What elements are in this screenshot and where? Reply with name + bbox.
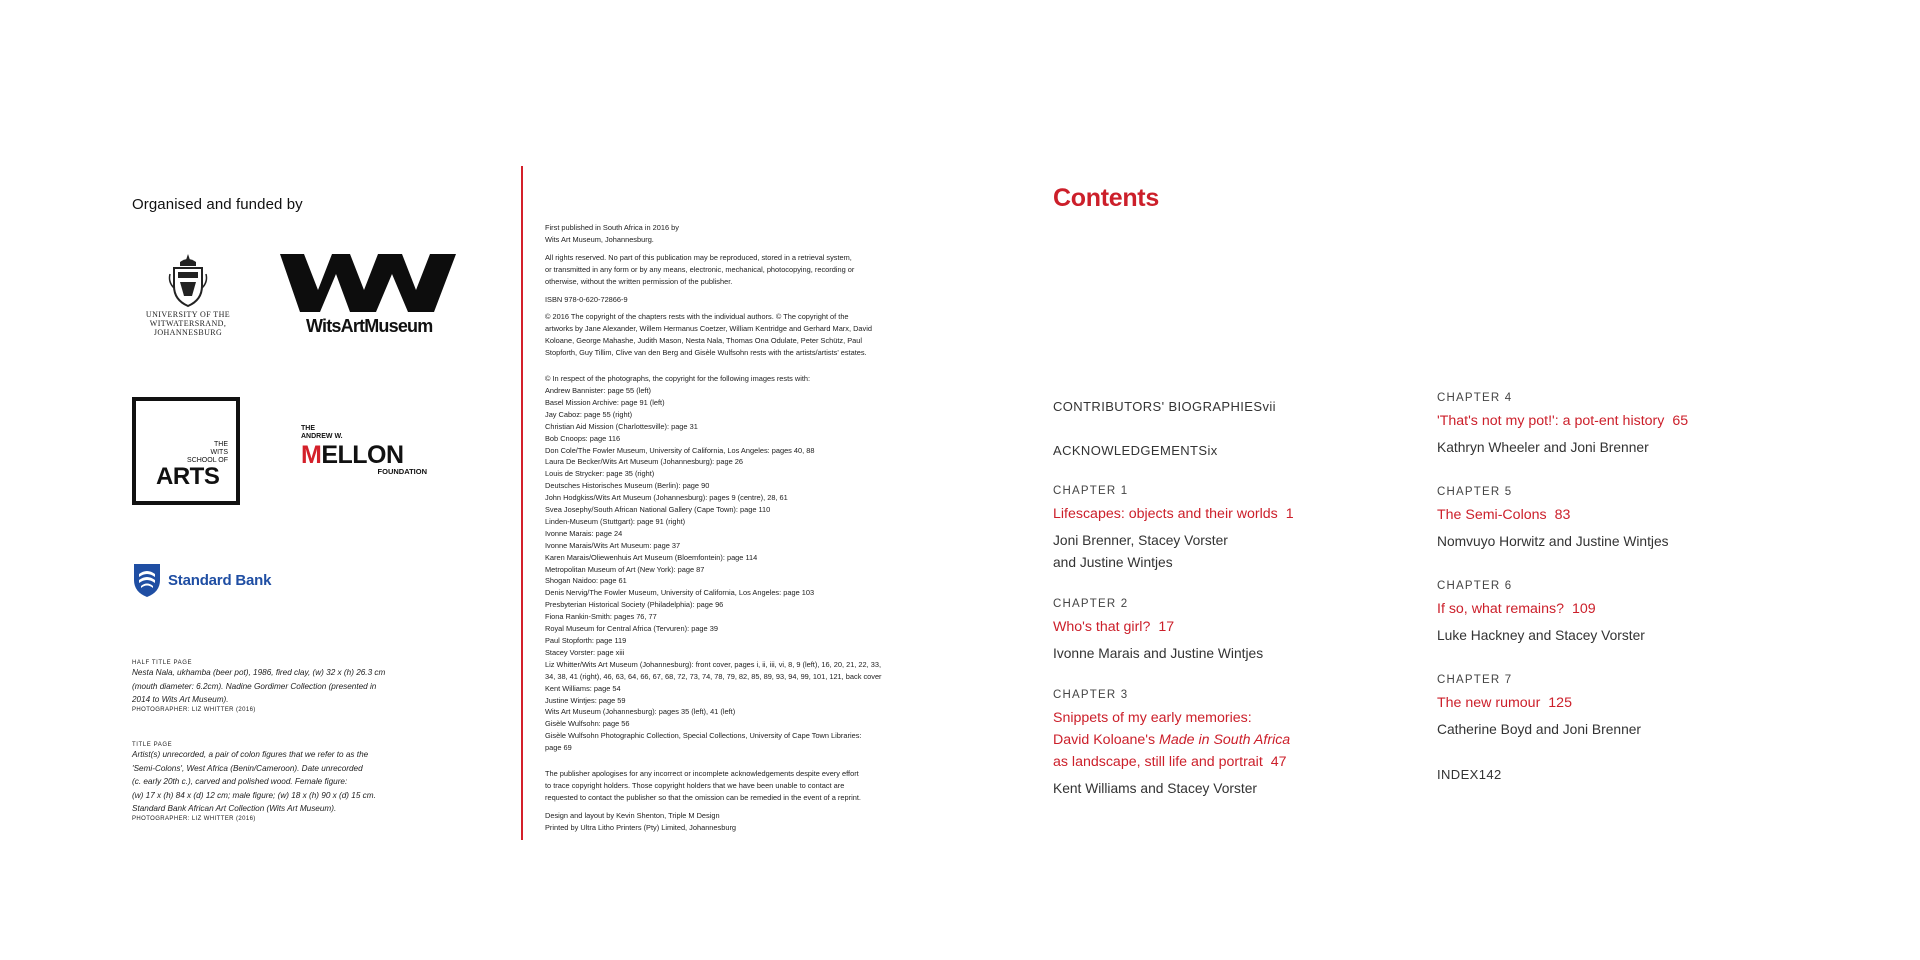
list-item: Denis Nervig/The Fowler Museum, University of California, Los Angeles: page 103 xyxy=(545,588,815,598)
list-item: Liz Whitter/Wits Art Museum (Johannesburg): front cover, pages i, ii, iii, vi, 8, 9 (left), 16, 20, 21, 22, 33, 34, 38, 41 (right), 46, 63, 64, 66, 67, 68, 72, 73, 74, 78, 79, 82, 85, 89, 93, 94, 99, 101, 121, back cover xyxy=(545,659,882,681)
chapter-title-line2-pre: David Koloane's xyxy=(1053,732,1160,748)
chapter-title xyxy=(1053,707,1383,773)
list-item: Shogan Naidoo: page 61 xyxy=(545,576,627,586)
chapter-label: CHAPTER 1 xyxy=(1053,485,1129,497)
standard-bank-shield-icon xyxy=(132,562,162,598)
arts-logo-big-text: ARTS xyxy=(156,463,220,490)
imprint-copyright: © 2016 The copyright of the chapters rests with the individual authors. © The copyright of the artworks by Jane Alexander, Willem Hermanus Coetzer, William Kentridge and Gerhard Marx, David Koloane, George Mahashe, Judith Mason, Nesta Nala, Thomas Ona Odulate, Peter Schütz, Paul Stopforth, Guy Tillim, Clive van den Berg and Gisèle Wulfsohn rests with the artists/artists' estates. xyxy=(545,312,872,358)
mellon-name-m: M xyxy=(301,441,322,469)
list-item: Stacey Vorster: page xiii xyxy=(545,647,625,657)
list-item: Andrew Bannister: page 55 (left) xyxy=(545,385,651,395)
list-item: Karen Marais/Oliewenhuis Art Museum (Bloemfontein): page 114 xyxy=(545,552,758,562)
chapter-title-text: The Semi-Colons xyxy=(1437,507,1547,523)
list-item: Don Cole/The Fowler Museum, University of California, Los Angeles: pages 40, 88 xyxy=(545,445,815,455)
toc-contributors-label: CONTRIBUTORS' BIOGRAPHIES xyxy=(1053,399,1263,414)
title-page-caption xyxy=(132,742,392,822)
wam-logo-text: WitsArtMuseum xyxy=(306,316,433,336)
chapter-title-line2-italic: Made in South Africa xyxy=(1159,732,1291,748)
imprint-isbn: ISBN 978-0-620-72866-9 xyxy=(545,294,628,304)
list-item: Justine Wintjes: page 59 xyxy=(545,695,626,705)
chapter-title-text: Lifescapes: objects and their worlds xyxy=(1053,506,1278,522)
wits-crest-text: UNIVERSITY OF THE WITWATERSRAND, JOHANNESBURG xyxy=(145,310,231,337)
chapter-authors: Kathryn Wheeler and Joni Brenner xyxy=(1437,440,1649,455)
chapter-title-text: If so, what remains? xyxy=(1437,601,1564,617)
title-page-label: TITLE PAGE xyxy=(132,742,173,748)
chapter-label: CHAPTER 3 xyxy=(1053,689,1129,701)
list-item: Paul Stopforth: page 119 xyxy=(545,636,627,645)
organised-label: Organised and funded by xyxy=(132,196,303,213)
list-item: Svea Josephy/South African National Gallery (Cape Town): page 110 xyxy=(545,505,771,515)
chapter-title-line1: Snippets of my early memories: xyxy=(1053,710,1252,726)
wits-crest-icon xyxy=(166,252,210,310)
list-item: Kent Williams: page 54 xyxy=(545,683,621,693)
list-item: Wits Art Museum (Johannesburg): pages 35 (left), 41 (left) xyxy=(545,707,736,717)
imprint-published: First published in South Africa in 2016 by Wits Art Museum, Johannesburg. xyxy=(545,223,679,244)
half-title-photographer: PHOTOGRAPHER: LIZ WHITTER (2016) xyxy=(132,706,256,713)
list-item: Metropolitan Museum of Art (New York): page 87 xyxy=(545,564,705,574)
toc-chapter-3[interactable] xyxy=(1053,689,1383,800)
chapter-title xyxy=(1437,410,1767,432)
chapter-label: CHAPTER 2 xyxy=(1053,598,1129,610)
wam-mark-icon xyxy=(280,250,456,316)
chapter-label: CHAPTER 4 xyxy=(1437,392,1513,404)
toc-chapter-4[interactable] xyxy=(1437,392,1767,459)
toc-acknowledgements[interactable] xyxy=(1053,442,1383,460)
chapter-title-text: Who's that girl? xyxy=(1053,619,1151,635)
list-item: Fiona Rankin-Smith: pages 76, 77 xyxy=(545,612,657,622)
toc-acknowledgements-label: ACKNOWLEDGEMENTS xyxy=(1053,443,1208,458)
chapter-title xyxy=(1437,598,1767,620)
list-item: John Hodgkiss/Wits Art Museum (Johannesburg): pages 9 (centre), 28, 61 xyxy=(545,493,788,503)
list-item: Jay Caboz: page 55 (right) xyxy=(545,409,633,419)
mellon-foundation-logo xyxy=(301,425,441,485)
imprint-block xyxy=(545,222,885,840)
chapter-title xyxy=(1437,504,1767,526)
list-item: Royal Museum for Central Africa (Tervuren): page 39 xyxy=(545,624,718,634)
photo-credits-list xyxy=(545,385,885,754)
chapter-authors: Kent Williams and Stacey Vorster xyxy=(1053,781,1257,796)
mellon-pre-text: THE ANDREW W. xyxy=(301,425,343,440)
list-item: Bob Cnoops: page 116 xyxy=(545,433,621,443)
toc-index[interactable] xyxy=(1437,766,1767,784)
imprint-rights: All rights reserved. No part of this publication may be reproduced, stored in a retrieval system, or transmitted in any form or by any means, electronic, mechanical, photocopying, recording or otherwise, without the written permission of the publisher. xyxy=(545,252,855,286)
half-title-text: Nesta Nala, ukhamba (beer pot), 1986, fired clay, (w) 32 x (h) 26.3 cm (mouth diameter: 6.2cm). Nadine Gordimer Collection (presented in 2014 to Wits Art Museum). xyxy=(132,668,386,704)
list-item: Basel Mission Archive: page 91 (left) xyxy=(545,397,665,407)
red-divider-line xyxy=(521,166,523,840)
contents-title: Contents xyxy=(1053,184,1159,212)
half-title-label: HALF TITLE PAGE xyxy=(132,660,193,666)
chapter-title-line3: as landscape, still life and portrait xyxy=(1053,754,1263,770)
chapter-title-text: 'That's not my pot!': a pot-ent history xyxy=(1437,413,1665,429)
chapter-page: 83 xyxy=(1554,507,1571,523)
chapter-title xyxy=(1053,616,1383,638)
chapter-page: 1 xyxy=(1285,506,1294,522)
mellon-post-text: FOUNDATION xyxy=(377,467,427,476)
chapter-label: CHAPTER 6 xyxy=(1437,580,1513,592)
list-item: Linden-Museum (Stuttgart): page 91 (right) xyxy=(545,516,686,526)
toc-contributors-page: vii xyxy=(1262,399,1276,414)
chapter-title xyxy=(1053,503,1383,525)
list-item: Gisèle Wulfsohn Photographic Collection, Special Collections, University of Cape Town Libraries: page 69 xyxy=(545,731,862,753)
toc-chapter-1[interactable] xyxy=(1053,485,1383,574)
chapter-page: 109 xyxy=(1571,601,1596,617)
toc-chapter-6[interactable] xyxy=(1437,580,1767,647)
standard-bank-name: Standard Bank xyxy=(168,571,272,589)
title-page-photographer: PHOTOGRAPHER: LIZ WHITTER (2016) xyxy=(132,815,256,822)
toc-contributors[interactable] xyxy=(1053,398,1383,416)
wits-university-logo xyxy=(140,252,236,342)
wits-art-museum-logo xyxy=(280,250,456,340)
chapter-authors: Ivonne Marais and Justine Wintjes xyxy=(1053,646,1264,661)
chapter-page: 47 xyxy=(1270,754,1287,770)
imprint-apology: The publisher apologises for any incorrect or incomplete acknowledgements despite every effort to trace copyright holders. Those copyright holders that we have been unable to contact are requested to contact the publisher so that the omission can be remedied in the event of a reprint. xyxy=(545,769,861,802)
chapter-authors: Luke Hackney and Stacey Vorster xyxy=(1437,628,1645,643)
list-item: Louis de Strycker: page 35 (right) xyxy=(545,469,655,479)
chapter-title xyxy=(1437,692,1767,714)
toc-chapter-5[interactable] xyxy=(1437,486,1767,553)
toc-chapter-7[interactable] xyxy=(1437,674,1767,741)
toc-chapter-2[interactable] xyxy=(1053,598,1383,665)
mellon-name xyxy=(301,443,441,467)
toc-index-label: INDEX xyxy=(1437,767,1479,782)
chapter-title-text: The new rumour xyxy=(1437,695,1541,711)
list-item: Ivonne Marais: page 24 xyxy=(545,528,623,538)
title-page-text: Artist(s) unrecorded, a pair of colon figures that we refer to as the 'Semi-Colons', West Africa (Benin/Cameroon). Date unrecorded (c. early 20th c.), carved and polished wood. Female figure: (w) 17 x (h) 84 x (d) 12 cm; male figure; (w) 18 x (h) 90 x (d) 15 cm. Standard Bank African Art Collection (Wits Art Museum). xyxy=(132,750,376,813)
list-item: Ivonne Marais/Wits Art Museum: page 37 xyxy=(545,540,681,550)
imprint-photo-intro: © In respect of the photographs, the copyright for the following images rests with: xyxy=(545,374,811,384)
chapter-page: 65 xyxy=(1672,413,1689,429)
list-item: Deutsches Historisches Museum (Berlin): page 90 xyxy=(545,481,710,491)
imprint-design: Design and layout by Kevin Shenton, Triple M Design Printed by Ultra Litho Printers (Pty) Limited, Johannesburg xyxy=(545,810,737,832)
wits-school-of-arts-logo xyxy=(132,397,240,505)
chapter-authors: Joni Brenner, Stacey Vorster and Justine Wintjes xyxy=(1053,533,1228,570)
chapter-page: 125 xyxy=(1548,695,1572,711)
chapter-label: CHAPTER 5 xyxy=(1437,486,1513,498)
list-item: Presbyterian Historical Society (Philadelphia): page 96 xyxy=(545,600,724,610)
chapter-authors: Nomvuyo Horwitz and Justine Wintjes xyxy=(1437,534,1669,549)
list-item: Laura De Becker/Wits Art Museum (Johannesburg): page 26 xyxy=(545,457,744,467)
chapter-label: CHAPTER 7 xyxy=(1437,674,1513,686)
half-title-caption xyxy=(132,660,392,713)
toc-acknowledgements-page: ix xyxy=(1207,443,1218,458)
toc-index-page: 142 xyxy=(1478,767,1502,782)
list-item: Gisèle Wulfsohn: page 56 xyxy=(545,719,630,729)
arts-logo-small-text: THE WITS SCHOOL OF xyxy=(187,441,228,464)
standard-bank-logo xyxy=(132,562,271,598)
chapter-page: 17 xyxy=(1158,619,1175,635)
list-item: Christian Aid Mission (Charlottesville): page 31 xyxy=(545,421,698,431)
mellon-name-rest: ELLON xyxy=(321,441,404,469)
chapter-authors: Catherine Boyd and Joni Brenner xyxy=(1437,722,1642,737)
